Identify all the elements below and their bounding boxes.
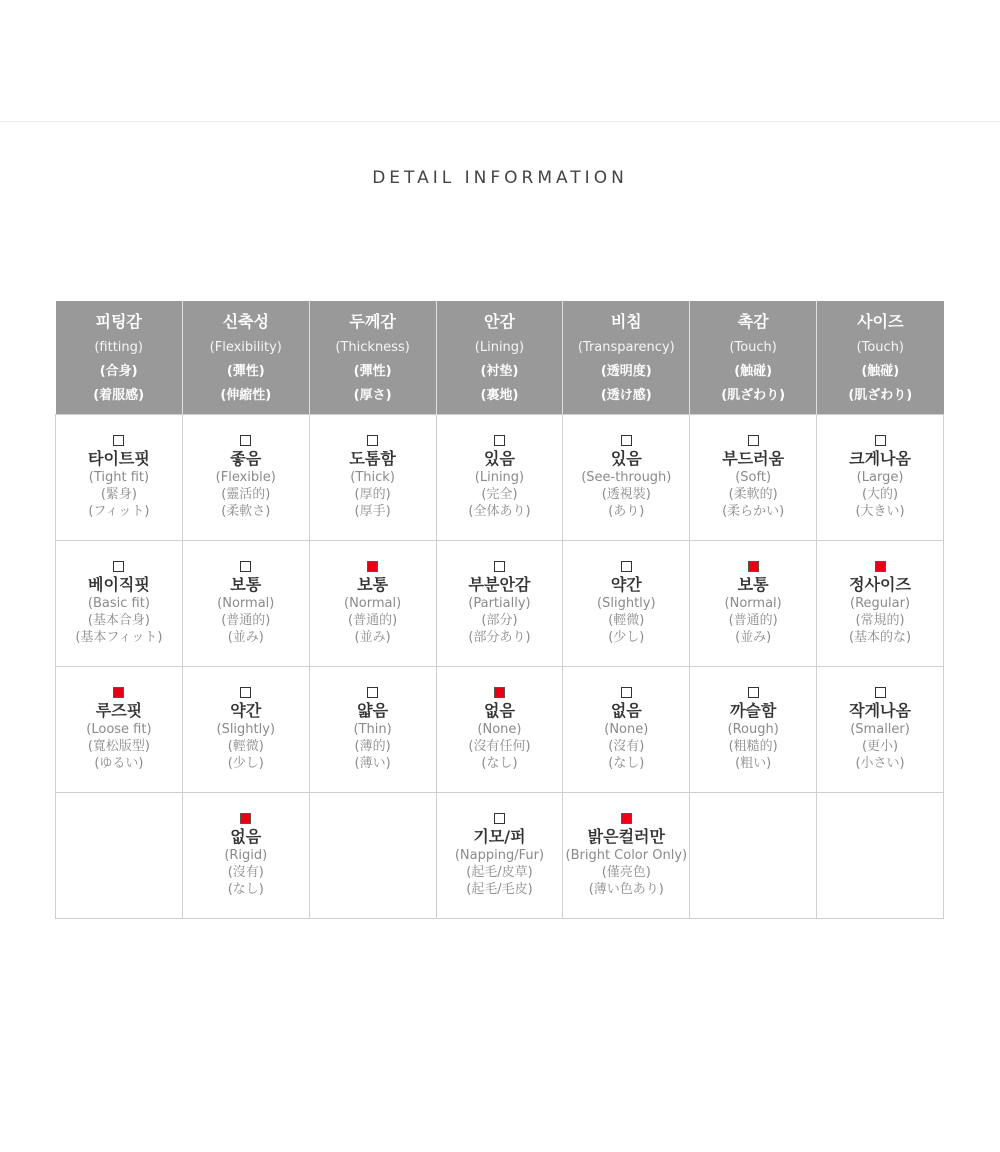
option-cell (182, 541, 309, 667)
option-name: 부드러움 (722, 449, 785, 468)
empty-cell (817, 793, 944, 919)
checked-box-icon (748, 561, 759, 572)
header-japanese: (裏地) (480, 387, 519, 403)
option-japanese: (なし) (227, 882, 264, 897)
option-name: 기모/퍼 (473, 827, 526, 846)
unchecked-box-icon (494, 561, 505, 572)
header-english: (Flexibility) (209, 339, 282, 355)
option-chinese: (柔軟的) (728, 487, 778, 502)
option-cell (309, 415, 436, 541)
header-english: (Thickness) (335, 339, 410, 355)
option-name: 정사이즈 (849, 575, 911, 594)
option-cell (817, 541, 944, 667)
option-cell (563, 415, 690, 541)
table-row (56, 667, 944, 793)
option-english: (Normal) (724, 596, 782, 611)
option-cell (436, 541, 563, 667)
unchecked-box-icon (367, 687, 378, 698)
page-title: DETAIL INFORMATION (372, 168, 628, 188)
option-cell (690, 667, 817, 793)
option-chinese: (寬松版型) (87, 739, 150, 754)
header-name: 촉감 (737, 311, 769, 331)
option-english: (Thick) (350, 470, 395, 485)
option-english: (Smaller) (850, 722, 910, 737)
option-cell (56, 667, 183, 793)
unchecked-box-icon (494, 435, 505, 446)
option-name: 약간 (610, 575, 642, 594)
option-chinese: (部分) (481, 613, 518, 628)
option-chinese: (厚的) (354, 487, 391, 502)
option-name: 부분안감 (468, 575, 531, 594)
option-english: (Thin) (353, 722, 392, 737)
option-chinese: (僅亮色) (601, 865, 651, 880)
option-cell (182, 667, 309, 793)
option-japanese: (少し) (227, 756, 264, 771)
option-cell (436, 793, 563, 919)
option-japanese: (粗い) (735, 756, 772, 771)
option-japanese: (薄い色あり) (588, 882, 664, 897)
header-english: (Transparency) (577, 339, 675, 355)
unchecked-box-icon (621, 561, 632, 572)
option-chinese: (輕微) (227, 739, 264, 754)
option-chinese: (沒有) (608, 739, 645, 754)
header-japanese: (透け感) (600, 387, 652, 403)
option-english: (Loose fit) (86, 722, 152, 737)
empty-cell (690, 793, 817, 919)
header-english: (Lining) (474, 339, 525, 355)
option-chinese: (透視裝) (601, 487, 651, 502)
header-chinese: (合身) (99, 363, 138, 379)
header-chinese: (触碰) (734, 363, 773, 379)
option-name: 좋음 (230, 449, 262, 468)
unchecked-box-icon (621, 435, 632, 446)
option-cell (563, 793, 690, 919)
header-chinese: (彈性) (353, 363, 392, 379)
detail-table (55, 301, 944, 919)
option-japanese: (基本的な) (848, 630, 912, 645)
empty-cell (309, 793, 436, 919)
checked-box-icon (875, 561, 886, 572)
option-japanese: (並み) (354, 630, 391, 645)
option-chinese: (沒有) (227, 865, 264, 880)
option-chinese: (普通的) (348, 613, 398, 628)
option-name: 도톰함 (349, 449, 396, 468)
option-english: (Regular) (850, 596, 911, 611)
option-chinese: (沒有任何) (468, 739, 531, 754)
header-name: 두께감 (349, 311, 396, 331)
option-english: (Tight fit) (88, 470, 150, 485)
option-cell (563, 667, 690, 793)
unchecked-box-icon (367, 435, 378, 446)
option-name: 작게나옴 (849, 701, 911, 720)
checked-box-icon (367, 561, 378, 572)
option-chinese: (更小) (861, 739, 899, 754)
option-chinese: (普通的) (728, 613, 778, 628)
option-name: 보통 (230, 575, 262, 594)
header-name: 비침 (610, 311, 642, 331)
option-english: (None) (477, 722, 522, 737)
header-cell (563, 301, 690, 415)
header-name: 피팅감 (95, 311, 142, 331)
option-name: 크게나옴 (849, 449, 911, 468)
option-japanese: (小さい) (855, 756, 905, 771)
option-japanese: (並み) (227, 630, 264, 645)
option-japanese: (なし) (608, 756, 645, 771)
option-cell (563, 541, 690, 667)
option-cell (182, 415, 309, 541)
empty-cell (56, 793, 183, 919)
option-cell (56, 541, 183, 667)
header-cell (817, 301, 944, 415)
header-japanese: (着服感) (93, 387, 145, 403)
option-japanese: (部分あり) (468, 630, 531, 645)
option-english: (Flexible) (215, 470, 276, 485)
option-english: (Slightly) (216, 722, 276, 737)
unchecked-box-icon (113, 435, 124, 446)
header-english: (Touch) (729, 339, 777, 355)
option-english: (See-through) (581, 470, 672, 485)
option-chinese: (靈活的) (221, 487, 271, 502)
option-cell (817, 415, 944, 541)
checked-box-icon (240, 813, 251, 824)
header-name: 사이즈 (857, 311, 904, 331)
option-japanese: (厚手) (354, 504, 391, 519)
header-row (56, 301, 944, 415)
option-english: (Soft) (735, 470, 772, 485)
unchecked-box-icon (113, 561, 124, 572)
option-chinese: (大的) (861, 487, 899, 502)
header-cell (309, 301, 436, 415)
unchecked-box-icon (240, 687, 251, 698)
option-english: (Bright Color Only) (565, 848, 688, 863)
option-japanese: (柔軟さ) (221, 504, 271, 519)
option-english: (Normal) (217, 596, 275, 611)
header-cell (436, 301, 563, 415)
option-japanese: (大きい) (855, 504, 905, 519)
option-name: 없음 (610, 701, 642, 720)
checked-box-icon (621, 813, 632, 824)
option-chinese: (起毛/皮草) (466, 865, 533, 880)
header-chinese: (触碰) (861, 363, 900, 379)
unchecked-box-icon (494, 813, 505, 824)
option-japanese: (柔らかい) (722, 504, 785, 519)
unchecked-box-icon (875, 687, 886, 698)
header-name: 신축성 (222, 311, 269, 331)
option-name: 있음 (610, 449, 642, 468)
table-row (56, 415, 944, 541)
option-name: 베이직핏 (88, 575, 150, 594)
option-english: (Partially) (468, 596, 531, 611)
option-japanese: (ゆるい) (94, 756, 144, 771)
option-chinese: (普通的) (221, 613, 271, 628)
option-cell (309, 541, 436, 667)
option-japanese: (全体あり) (468, 504, 531, 519)
option-english: (Normal) (344, 596, 402, 611)
option-japanese: (あり) (608, 504, 645, 519)
option-chinese: (緊身) (100, 487, 137, 502)
header-chinese: (衬垫) (480, 363, 519, 379)
table-body (56, 415, 944, 919)
option-chinese: (輕微) (608, 613, 645, 628)
header-english: (fitting) (94, 339, 143, 355)
option-name: 보통 (737, 575, 769, 594)
option-english: (Lining) (474, 470, 525, 485)
option-english: (Basic fit) (87, 596, 150, 611)
option-japanese: (薄い) (354, 756, 391, 771)
option-cell (309, 667, 436, 793)
header-cell (182, 301, 309, 415)
header-name: 안감 (483, 311, 515, 331)
option-name: 없음 (230, 827, 262, 846)
header-japanese: (肌ざわり) (721, 387, 786, 403)
option-english: (Rough) (727, 722, 779, 737)
option-chinese: (薄的) (354, 739, 391, 754)
option-chinese: (基本合身) (87, 613, 150, 628)
option-chinese: (粗糙的) (728, 739, 778, 754)
unchecked-box-icon (748, 435, 759, 446)
option-name: 타이트핏 (88, 449, 150, 468)
option-name: 약간 (230, 701, 262, 720)
option-name: 까슬함 (729, 701, 777, 720)
option-cell (56, 415, 183, 541)
header-english: (Touch) (856, 339, 905, 355)
option-japanese: (起毛/毛皮) (466, 882, 533, 897)
checked-box-icon (113, 687, 124, 698)
header-japanese: (伸縮性) (220, 387, 272, 403)
option-cell (690, 415, 817, 541)
option-name: 있음 (483, 449, 515, 468)
unchecked-box-icon (240, 561, 251, 572)
table-row (56, 793, 944, 919)
unchecked-box-icon (240, 435, 251, 446)
checked-box-icon (494, 687, 505, 698)
option-cell (182, 793, 309, 919)
option-japanese: (フィット) (88, 504, 150, 519)
option-english: (Slightly) (597, 596, 656, 611)
option-japanese: (なし) (481, 756, 518, 771)
unchecked-box-icon (875, 435, 886, 446)
option-name: 보통 (357, 575, 389, 594)
option-name: 없음 (483, 701, 515, 720)
option-english: (None) (604, 722, 649, 737)
header-japanese: (厚さ) (353, 387, 392, 403)
table-row (56, 541, 944, 667)
option-cell (690, 541, 817, 667)
option-japanese: (並み) (735, 630, 772, 645)
header-cell (690, 301, 817, 415)
option-name: 얇음 (357, 701, 389, 720)
option-english: (Napping/Fur) (454, 848, 545, 863)
option-chinese: (完全) (481, 487, 518, 502)
option-english: (Rigid) (224, 848, 268, 863)
option-japanese: (基本フィット) (75, 630, 163, 645)
option-name: 밝은컬러만 (587, 827, 665, 846)
option-cell (817, 667, 944, 793)
unchecked-box-icon (621, 687, 632, 698)
header-chinese: (彈性) (226, 363, 265, 379)
option-english: (Large) (856, 470, 904, 485)
option-chinese: (常規的) (855, 613, 905, 628)
option-cell (436, 415, 563, 541)
header-japanese: (肌ざわり) (848, 387, 913, 403)
unchecked-box-icon (748, 687, 759, 698)
option-cell (436, 667, 563, 793)
option-name: 루즈핏 (95, 701, 143, 720)
header-chinese: (透明度) (600, 363, 652, 379)
header-cell (56, 301, 183, 415)
top-divider (0, 121, 1000, 122)
option-japanese: (少し) (608, 630, 645, 645)
